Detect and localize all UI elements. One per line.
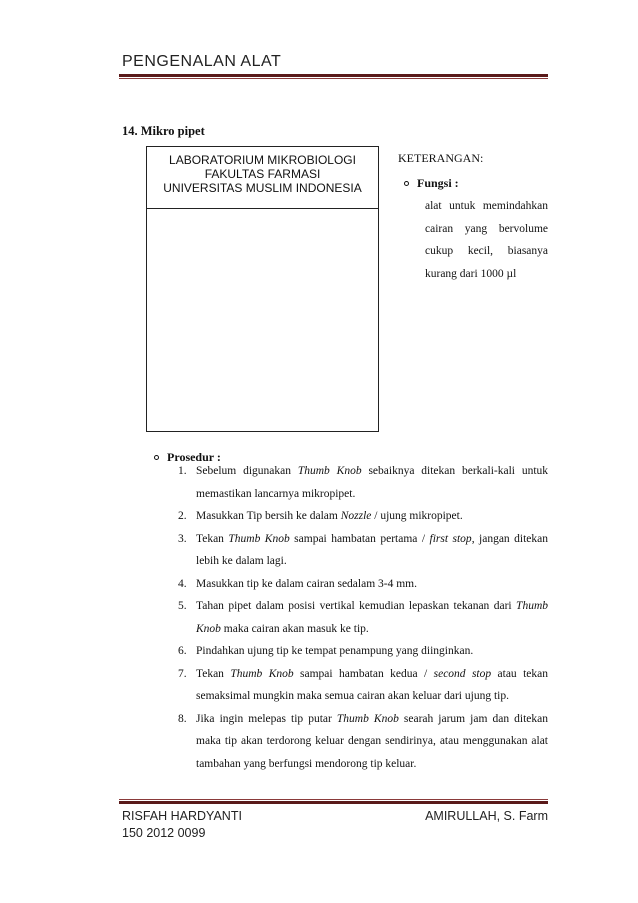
procedure-step-number: 1. bbox=[178, 465, 187, 477]
procedure-step bbox=[178, 595, 548, 640]
header-rule-thick bbox=[119, 74, 548, 77]
footer-rule-thick bbox=[119, 801, 548, 804]
frame-caption-line3: UNIVERSITAS MUSLIM INDONESIA bbox=[163, 181, 362, 195]
procedure-step-text: sampai hambatan pertama / bbox=[289, 532, 430, 545]
footer-author-name: RISFAH HARDYANTI bbox=[122, 809, 242, 823]
procedure-step-text: sampai hambatan kedua / bbox=[293, 667, 434, 680]
procedure-step-text: Tekan bbox=[196, 532, 229, 545]
procedure-step-text: Masukkan Tip bersih ke dalam bbox=[196, 510, 341, 522]
procedure-step-term: Thumb Knob bbox=[228, 532, 290, 545]
procedure-step-term: second stop bbox=[433, 667, 492, 680]
bullet-icon bbox=[154, 455, 159, 460]
procedure-step-term: Nozzle bbox=[340, 510, 372, 522]
procedure-step bbox=[178, 505, 548, 528]
procedure-step-text: Tahan pipet dalam posisi vertikal kemudian lepaskan tekanan dari bbox=[196, 600, 517, 612]
procedure-step-text: atau tekan semaksimal mungkin maka semua cairan akan keluar dari ujung tip. bbox=[196, 667, 548, 702]
procedure-step-number: 5. bbox=[178, 600, 187, 612]
procedure-step-text: Tekan bbox=[196, 667, 231, 680]
bullet-icon bbox=[404, 181, 409, 186]
prosedur-label: Prosedur : bbox=[167, 450, 221, 464]
procedure-step-term: Thumb Knob bbox=[230, 667, 294, 680]
procedure-step-number: 6. bbox=[178, 645, 187, 657]
section-title: 14. Mikro pipet bbox=[122, 124, 205, 138]
procedure-step-number: 7. bbox=[178, 667, 187, 680]
procedure-step-text: Masukkan tip ke dalam cairan sedalam 3-4 mm. bbox=[196, 577, 417, 590]
procedure-step bbox=[178, 460, 548, 505]
keterangan-label: KETERANGAN: bbox=[398, 151, 484, 165]
fungsi-text: alat untuk memindahkan cairan yang bervolume cukup kecil, biasanya kurang dari 1000 µl bbox=[425, 200, 548, 280]
procedure-step-number: 8. bbox=[178, 712, 187, 725]
procedure-list bbox=[178, 460, 548, 775]
procedure-step-text: Jika ingin melepas tip putar bbox=[196, 712, 337, 725]
procedure-step-number: 2. bbox=[178, 510, 187, 522]
procedure-step-term: Thumb Knob bbox=[196, 600, 548, 635]
procedure-step bbox=[178, 708, 548, 776]
procedure-step bbox=[178, 663, 548, 708]
procedure-step bbox=[178, 573, 548, 596]
frame-caption bbox=[147, 147, 378, 209]
frame-caption-line2: FAKULTAS FARMASI bbox=[204, 167, 321, 181]
footer-rule-thin bbox=[119, 799, 548, 800]
frame-caption-line1: LABORATORIUM MIKROBIOLOGI bbox=[169, 153, 356, 167]
procedure-step-text: sebaiknya ditekan berkali-kali untuk memastikan lancarnya mikropipet. bbox=[196, 465, 549, 500]
procedure-step-number: 4. bbox=[178, 577, 187, 590]
procedure-step bbox=[178, 640, 548, 663]
header-rule-thin bbox=[119, 78, 548, 79]
fungsi-item bbox=[404, 176, 459, 191]
procedure-step bbox=[178, 528, 548, 573]
fungsi-label: Fungsi : bbox=[417, 176, 459, 190]
procedure-step-term: Thumb Knob bbox=[297, 465, 362, 477]
footer-supervisor: AMIRULLAH, S. Farm bbox=[425, 809, 548, 823]
footer-author-id: 150 2012 0099 bbox=[122, 826, 206, 840]
procedure-step-term: first stop bbox=[429, 532, 472, 545]
procedure-step-text: maka cairan akan masuk ke tip. bbox=[220, 622, 369, 635]
procedure-step-text: Pindahkan ujung tip ke tempat penampung yang diinginkan. bbox=[196, 645, 474, 657]
procedure-step-text: , jangan ditekan lebih ke dalam lagi. bbox=[196, 532, 548, 567]
page-header-title: PENGENALAN ALAT bbox=[122, 53, 282, 70]
procedure-step-term: Thumb Knob bbox=[336, 712, 399, 725]
procedure-step-number: 3. bbox=[178, 532, 187, 545]
image-frame bbox=[146, 146, 379, 432]
procedure-step-text: searah jarum jam dan ditekan maka tip akan terdorong keluar dengan sendirinya, atau menggunakan alat tambahan yang berfungsi mendorong tip keluar. bbox=[196, 712, 548, 770]
procedure-step-text: / ujung mikropipet. bbox=[371, 510, 463, 522]
procedure-step-text: Sebelum digunakan bbox=[196, 465, 298, 477]
